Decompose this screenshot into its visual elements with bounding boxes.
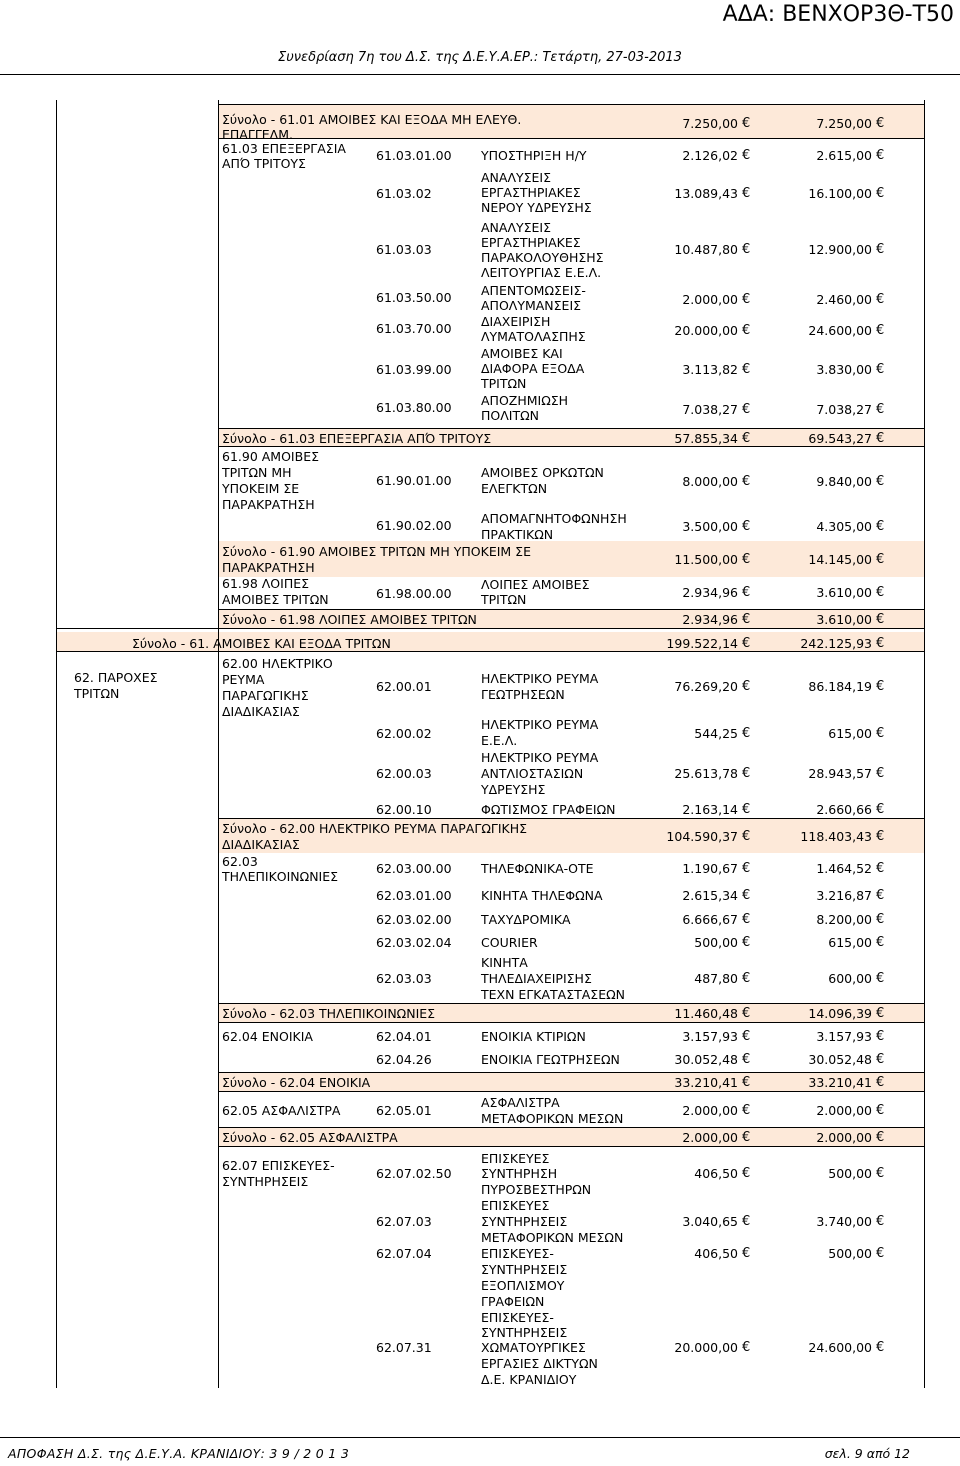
account-desc: ΓΡΑΦΕΙΩΝ [481,1294,545,1309]
euro-icon: € [742,1103,751,1118]
budget-2013: 3.610,00 [816,585,872,600]
budget-2012: 2.126,02 [682,148,738,163]
table-grid-line [218,609,924,610]
group-label: ΔΙΑΔΙΚΑΣΙΑΣ [222,704,300,719]
budget-2012: 10.487,80 [674,242,738,257]
budget-2012: 2.000,00 [682,292,738,307]
budget-2013: 16.100,00 [808,186,872,201]
account-desc: ΕΠΙΣΚΕΥΕΣ [481,1198,550,1213]
table-grid-line [218,1146,924,1147]
budget-2012: 7.250,00 [682,116,738,131]
budget-2012: 2.615,34 [682,888,738,903]
euro-icon: € [876,1214,885,1229]
budget-2013: 3.157,93 [816,1029,872,1044]
account-desc: ΑΜΟΙΒΕΣ ΟΡΚΩΤΩΝ [481,465,604,480]
account-desc: ΠΑΡΑΚΟΛΟΥΘΗΣΗΣ [481,250,604,265]
ada-code: ΑΔΑ: ΒΕΝΧΟΡ3Θ-Τ50 [722,2,954,27]
total-label: Σύνολο - 62.03 ΤΗΛΕΠΙΚΟΙΝΩΝΙΕΣ [222,1006,436,1021]
grand-total-label: Σύνολο - 61. ΑΜΟΙΒΕΣ ΚΑΙ ΕΞΟΔΑ ΤΡΙΤΩΝ [132,636,391,651]
account-code: 62.07.02.50 [376,1166,452,1181]
budget-2012: 487,80 [694,971,738,986]
account-desc: ΑΝΤΛΙΟΣΤΑΣΙΩΝ [481,766,584,781]
budget-2012: 544,25 [694,726,738,741]
account-code: 61.03.03 [376,242,432,257]
budget-2012: 406,50 [694,1166,738,1181]
euro-icon: € [876,186,885,201]
euro-icon: € [876,292,885,307]
budget-2012: 30.052,48 [674,1052,738,1067]
table-grid-line [218,138,924,139]
euro-icon: € [876,726,885,741]
budget-2013: 9.840,00 [816,474,872,489]
account-desc: ΕΡΓΑΣΤΗΡΙΑΚΕΣ [481,235,581,250]
account-desc: ΣΥΝΤΗΡΗΣΕΙΣ [481,1262,568,1277]
group-label: 61.98 ΛΟΙΠΕΣ [222,576,310,591]
euro-icon: € [742,912,751,927]
budget-2013: 600,00 [828,971,872,986]
table-grid-line [218,818,924,819]
account-desc: ΑΣΦΑΛΙΣΤΡΑ [481,1095,560,1110]
account-desc: ΛΥΜΑΤΟΛΑΣΠΗΣ [481,329,586,344]
euro-icon: € [742,829,751,844]
euro-icon: € [876,766,885,781]
budget-2013: 7.038,27 [816,402,872,417]
account-code: 61.90.02.00 [376,518,452,533]
account-code: 62.03.02.00 [376,912,452,927]
budget-2012: 11.500,00 [674,552,738,567]
account-desc: ΔΙΑΦΟΡΑ ΕΞΟΔΑ [481,361,585,376]
group-label: ΑΜΟΙΒΕΣ ΤΡΙΤΩΝ [222,592,329,607]
footer-rule [0,1437,960,1438]
table-grid-line [218,100,219,1388]
group-label: 62.00 ΗΛΕΚΤΡΙΚΟ [222,656,333,671]
budget-2013: 28.943,57 [808,766,872,781]
group-label: ΣΥΝΤΗΡΗΣΕΙΣ [222,1174,309,1189]
account-code: 62.04.26 [376,1052,432,1067]
account-desc: ΑΠΟΖΗΜΙΩΣΗ [481,393,569,408]
budget-2012: 11.460,48 [674,1006,738,1021]
euro-icon: € [876,474,885,489]
euro-icon: € [876,829,885,844]
account-desc: ΤΗΛΕΔΙΑΧΕΙΡΙΣΗΣ [481,971,592,986]
group-label: 61.03 ΕΠΕΞΕΡΓΑΣΙΑ [222,141,346,156]
account-code: 62.07.03 [376,1214,432,1229]
euro-icon: € [876,362,885,377]
euro-icon: € [876,519,885,534]
euro-icon: € [742,116,751,131]
account-desc: ΑΠΟΛΥΜΑΝΣΕΙΣ [481,298,582,313]
table-grid-line [218,1022,924,1023]
footer-page-number: σελ. 9 από 12 [824,1446,910,1461]
account-code: 62.03.01.00 [376,888,452,903]
account-desc: ΤΑΧΥΔΡΟΜΙΚΑ [481,912,571,927]
account-code: 62.03.00.00 [376,861,452,876]
table-grid-line [218,1091,924,1092]
euro-icon: € [876,636,885,651]
group-label: 62.03 [222,854,258,869]
account-desc: ΕΡΓΑΣΙΕΣ ΔΙΚΤΥΩΝ [481,1356,598,1371]
euro-icon: € [742,1006,751,1021]
total-label: Σύνολο - 61.98 ΛΟΙΠΕΣ ΑΜΟΙΒΕΣ ΤΡΙΤΩΝ [222,612,477,627]
euro-icon: € [742,679,751,694]
account-code: 61.03.50.00 [376,290,452,305]
account-desc: ΕΞΟΠΛΙΣΜΟΥ [481,1278,565,1293]
account-desc: ΥΠΟΣΤΗΡΙΞΗ Η/Υ [481,148,587,163]
budget-2012: 57.855,34 [674,431,738,446]
budget-2013: 1.464,52 [816,861,872,876]
budget-2013: 118.403,43 [800,829,872,844]
table-grid-line [218,446,924,447]
euro-icon: € [876,861,885,876]
total-label: Σύνολο - 61.03 ΕΠΕΞΕΡΓΑΣΙΑ ΑΠΌ ΤΡΙΤΟΥΣ [222,431,492,446]
group-label: 61.90 ΑΜΟΙΒΕΣ [222,449,319,464]
euro-icon: € [742,362,751,377]
budget-2012: 199.522,14 [666,636,738,651]
header-rule [0,74,960,75]
account-desc: ΠΥΡΟΣΒΕΣΤΗΡΩΝ [481,1182,592,1197]
euro-icon: € [742,935,751,950]
euro-icon: € [742,242,751,257]
budget-2013: 24.600,00 [808,323,872,338]
account-desc: ΤΡΙΤΩΝ [481,592,527,607]
euro-icon: € [742,888,751,903]
budget-2012: 2.934,96 [682,612,738,627]
budget-2013: 3.830,00 [816,362,872,377]
account-desc: ΕΛΕΓΚΤΩΝ [481,481,548,496]
account-code: 62.00.10 [376,802,432,817]
euro-icon: € [742,1029,751,1044]
total-label: ΕΠΑΓΓΕΛΜ. [222,127,293,142]
budget-2013: 3.610,00 [816,612,872,627]
budget-2013: 2.000,00 [816,1103,872,1118]
group-label: ΑΠΌ ΤΡΙΤΟΥΣ [222,156,306,171]
budget-2013: 2.000,00 [816,1130,872,1145]
budget-2013: 2.460,00 [816,292,872,307]
account-code: 62.00.03 [376,766,432,781]
account-desc: Ε.Ε.Λ. [481,733,518,748]
account-desc: ΣΥΝΤΗΡΗΣΗ [481,1166,558,1181]
account-desc: ΣΥΝΤΗΡΗΣΕΙΣ [481,1214,568,1229]
group-label: ΠΑΡΑΚΡΑΤΗΣΗ [222,497,315,512]
budget-2012: 2.000,00 [682,1130,738,1145]
account-desc: ΤΡΙΤΩΝ [481,376,527,391]
budget-2013: 2.615,00 [816,148,872,163]
euro-icon: € [876,935,885,950]
budget-2012: 20.000,00 [674,1340,738,1355]
footer-decision: ΑΠΟΦΑΣΗ Δ.Σ. της Δ.Ε.Υ.Α. ΚΡΑΝΙΔΙΟΥ: 3 9 / 2 0 1 3 [8,1446,350,1461]
euro-icon: € [876,585,885,600]
euro-icon: € [742,519,751,534]
session-title: Συνεδρίαση 7η του Δ.Σ. της Δ.Ε.Υ.Α.ΕΡ.: Τετάρτη, 27-03-2013 [278,50,682,65]
account-code: 61.03.80.00 [376,400,452,415]
euro-icon: € [742,861,751,876]
account-desc: ΕΠΙΣΚΕΥΕΣ [481,1151,550,1166]
euro-icon: € [876,1006,885,1021]
budget-2013: 12.900,00 [808,242,872,257]
table-grid-line [218,104,924,105]
table-grid-line [218,428,924,429]
euro-icon: € [742,1166,751,1181]
account-desc: ΦΩΤΙΣΜΟΣ ΓΡΑΦΕΙΩΝ [481,802,616,817]
budget-2013: 33.210,41 [808,1075,872,1090]
account-code: 61.03.70.00 [376,321,452,336]
budget-2013: 4.305,00 [816,519,872,534]
euro-icon: € [876,1075,885,1090]
euro-icon: € [876,1052,885,1067]
account-desc: ΗΛΕΚΤΡΙΚΟ ΡΕΥΜΑ [481,671,599,686]
budget-2012: 500,00 [694,935,738,950]
euro-icon: € [742,1214,751,1229]
budget-2012: 406,50 [694,1246,738,1261]
euro-icon: € [742,726,751,741]
table-grid-line [56,628,924,629]
account-desc: ΗΛΕΚΤΡΙΚΟ ΡΕΥΜΑ [481,750,599,765]
group-label: 62.07 ΕΠΙΣΚΕΥΕΣ- [222,1158,335,1173]
account-desc: ΕΠΙΣΚΕΥΕΣ- [481,1310,554,1325]
account-desc: ΔΙΑΧΕΙΡΙΣΗ [481,314,551,329]
account-code: 62.00.02 [376,726,432,741]
table-grid-line [218,1003,924,1004]
budget-2012: 76.269,20 [674,679,738,694]
account-desc: ΛΕΙΤΟΥΡΓΙΑΣ Ε.Ε.Λ. [481,265,602,280]
account-desc: ΕΝΟΙΚΙΑ ΚΤΙΡΙΩΝ [481,1029,586,1044]
account-code: 62.03.02.04 [376,935,452,950]
euro-icon: € [742,1052,751,1067]
account-desc: ΕΠΙΣΚΕΥΕΣ- [481,1246,554,1261]
budget-2012: 8.000,00 [682,474,738,489]
total-label: ΠΑΡΑΚΡΑΤΗΣΗ [222,560,315,575]
group-label: ΥΠΟΚΕΙΜ ΣΕ [222,481,300,496]
account-desc: ΕΝΟΙΚΙΑ ΓΕΩΤΡΗΣΕΩΝ [481,1052,620,1067]
budget-2012: 6.666,67 [682,912,738,927]
euro-icon: € [742,971,751,986]
budget-2012: 2.934,96 [682,585,738,600]
euro-icon: € [876,1103,885,1118]
account-desc: ΣΥΝΤΗΡΗΣΕΙΣ [481,1325,568,1340]
budget-2013: 500,00 [828,1246,872,1261]
euro-icon: € [742,148,751,163]
euro-icon: € [742,766,751,781]
account-code: 62.00.01 [376,679,432,694]
euro-icon: € [876,116,885,131]
account-code: 61.03.99.00 [376,362,452,377]
account-desc: ΧΩΜΑΤΟΥΡΓΙΚΕΣ [481,1340,586,1355]
budget-2013: 2.660,66 [816,802,872,817]
euro-icon: € [876,1340,885,1355]
account-desc: ΗΛΕΚΤΡΙΚΟ ΡΕΥΜΑ [481,717,599,732]
account-desc: ΚΙΝΗΤΑ [481,955,528,970]
euro-icon: € [876,612,885,627]
account-desc: ΑΠΟΜΑΓΝΗΤΟΦΩΝΗΣΗ [481,511,627,526]
table-grid-line [56,651,924,652]
euro-icon: € [876,1130,885,1145]
euro-icon: € [876,552,885,567]
chapter-label: ΤΡΙΤΩΝ [74,686,120,701]
euro-icon: € [876,402,885,417]
account-desc: ΑΝΑΛΥΣΕΙΣ [481,220,552,235]
budget-2012: 13.089,43 [674,186,738,201]
chapter-label: 62. ΠΑΡΟΧΕΣ [74,670,158,685]
table-grid-line [924,100,925,1388]
total-label: Σύνολο - 62.05 ΑΣΦΑΛΙΣΤΡΑ [222,1130,398,1145]
table-grid-line [218,1072,924,1073]
account-desc: ΜΕΤΑΦΟΡΙΚΩΝ ΜΕΣΩΝ [481,1111,624,1126]
account-desc: Δ.Ε. ΚΡΑΝΙΔΙΟΥ [481,1372,577,1387]
account-code: 61.03.02 [376,186,432,201]
group-label: 62.04 ΕΝΟΙΚΙΑ [222,1029,313,1044]
account-code: 62.05.01 [376,1103,432,1118]
budget-2013: 7.250,00 [816,116,872,131]
euro-icon: € [876,1246,885,1261]
table-grid-line [56,100,57,1388]
budget-2013: 3.740,00 [816,1214,872,1229]
account-desc: COURIER [481,935,538,950]
account-desc: ΛΟΙΠΕΣ ΑΜΟΙΒΕΣ [481,577,590,592]
account-desc: ΤΗΛΕΦΩΝΙΚΑ-ΟΤΕ [481,861,594,876]
euro-icon: € [742,1075,751,1090]
group-label: ΤΡΙΤΩΝ ΜΗ [222,465,292,480]
budget-2012: 7.038,27 [682,402,738,417]
total-label: Σύνολο - 61.90 ΑΜΟΙΒΕΣ ΤΡΙΤΩΝ ΜΗ ΥΠΟΚΕΙΜ ΣΕ [222,544,531,559]
euro-icon: € [742,1340,751,1355]
euro-icon: € [742,186,751,201]
account-code: 62.03.03 [376,971,432,986]
euro-icon: € [742,474,751,489]
budget-2012: 2.163,14 [682,802,738,817]
euro-icon: € [876,888,885,903]
account-code: 62.07.04 [376,1246,432,1261]
euro-icon: € [742,802,751,817]
euro-icon: € [876,242,885,257]
budget-2013: 86.184,19 [808,679,872,694]
group-label: ΡΕΥΜΑ [222,672,265,687]
euro-icon: € [876,323,885,338]
total-label: Σύνολο - 61.01 ΑΜΟΙΒΕΣ ΚΑΙ ΕΞΟΔΑ ΜΗ ΕΛΕΥΘ. [222,112,522,127]
euro-icon: € [742,612,751,627]
euro-icon: € [742,402,751,417]
budget-2012: 25.613,78 [674,766,738,781]
table-grid-line [218,1127,924,1128]
account-desc: ΑΠΕΝΤΟΜΩΣΕΙΣ- [481,283,586,298]
account-desc: ΤΕΧΝ ΕΓΚΑΤΑΣΤΑΣΕΩΝ [481,987,626,1002]
budget-2012: 3.040,65 [682,1214,738,1229]
account-desc: ΥΔΡΕΥΣΗΣ [481,782,546,797]
euro-icon: € [876,1029,885,1044]
account-code: 61.98.00.00 [376,586,452,601]
account-desc: ΑΜΟΙΒΕΣ ΚΑΙ [481,346,563,361]
euro-icon: € [876,148,885,163]
euro-icon: € [742,552,751,567]
account-desc: ΕΡΓΑΣΤΗΡΙΑΚΕΣ [481,185,581,200]
budget-2012: 2.000,00 [682,1103,738,1118]
budget-2013: 242.125,93 [800,636,872,651]
group-label: ΤΗΛΕΠΙΚΟΙΝΩΝΙΕΣ [222,869,339,884]
budget-2013: 615,00 [828,935,872,950]
euro-icon: € [742,585,751,600]
budget-2012: 3.157,93 [682,1029,738,1044]
euro-icon: € [876,912,885,927]
euro-icon: € [876,1166,885,1181]
account-desc: ΠΟΛΙΤΩΝ [481,408,540,423]
group-label: ΠΑΡΑΓΩΓΙΚΗΣ [222,688,309,703]
account-desc: ΠΡΑΚΤΙΚΩΝ [481,527,554,542]
euro-icon: € [876,431,885,446]
budget-2012: 3.500,00 [682,519,738,534]
budget-2012: 33.210,41 [674,1075,738,1090]
budget-2013: 500,00 [828,1166,872,1181]
euro-icon: € [742,1246,751,1261]
account-desc: ΝΕΡΟΥ ΥΔΡΕΥΣΗΣ [481,200,592,215]
budget-2013: 3.216,87 [816,888,872,903]
euro-icon: € [876,971,885,986]
account-desc: ΜΕΤΑΦΟΡΙΚΩΝ ΜΕΣΩΝ [481,1230,624,1245]
euro-icon: € [742,431,751,446]
account-desc: ΑΝΑΛΥΣΕΙΣ [481,170,552,185]
account-code: 62.04.01 [376,1029,432,1044]
budget-2012: 1.190,67 [682,861,738,876]
account-code: 61.90.01.00 [376,473,452,488]
euro-icon: € [742,292,751,307]
budget-2012: 104.590,37 [666,829,738,844]
budget-2013: 8.200,00 [816,912,872,927]
group-label: 62.05 ΑΣΦΑΛΙΣΤΡΑ [222,1103,341,1118]
account-code: 61.03.01.00 [376,148,452,163]
total-label: ΔΙΑΔΙΚΑΣΙΑΣ [222,837,300,852]
budget-2013: 615,00 [828,726,872,741]
budget-2013: 69.543,27 [808,431,872,446]
budget-2012: 3.113,82 [682,362,738,377]
account-code: 62.07.31 [376,1340,432,1355]
budget-2013: 14.145,00 [808,552,872,567]
euro-icon: € [742,323,751,338]
budget-2013: 30.052,48 [808,1052,872,1067]
budget-2012: 20.000,00 [674,323,738,338]
account-desc: ΓΕΩΤΡΗΣΕΩΝ [481,687,565,702]
budget-2013: 24.600,00 [808,1340,872,1355]
budget-2013: 14.096,39 [808,1006,872,1021]
euro-icon: € [742,1130,751,1145]
account-desc: ΚΙΝΗΤΑ ΤΗΛΕΦΩΝΑ [481,888,603,903]
total-label: Σύνολο - 62.00 ΗΛΕΚΤΡΙΚΟ ΡΕΥΜΑ ΠΑΡΑΓΩΓΙΚΗΣ [222,821,528,836]
total-label: Σύνολο - 62.04 ΕΝΟΙΚΙΑ [222,1075,371,1090]
euro-icon: € [742,636,751,651]
euro-icon: € [876,802,885,817]
euro-icon: € [876,679,885,694]
